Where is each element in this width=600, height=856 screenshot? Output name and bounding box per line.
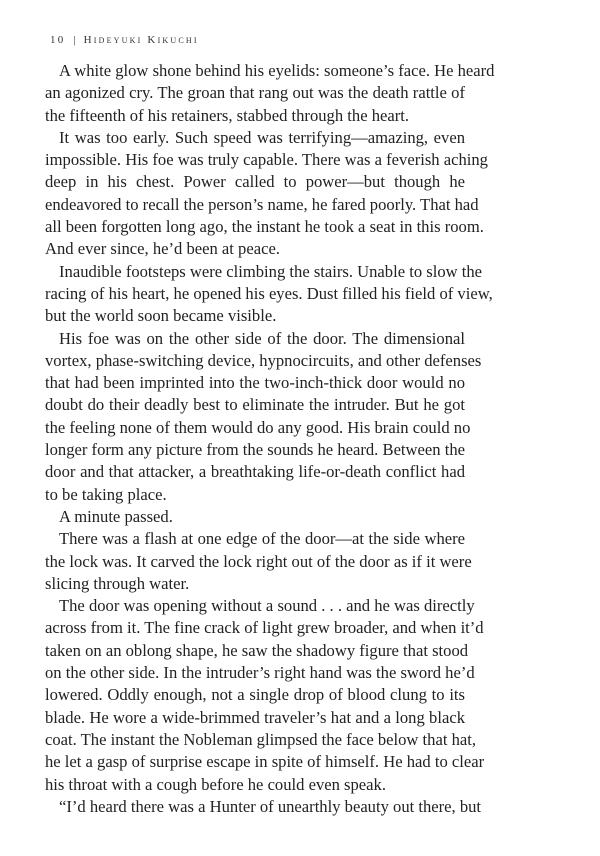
text-line: His foe was on the other side of the door. The dimensional <box>59 328 465 348</box>
text-line: Inaudible footsteps were climbing the stairs. Unable to slow the <box>59 261 483 281</box>
text-line: doubt do their deadly best to eliminate the intruder. But he got <box>45 395 465 415</box>
paragraph <box>45 60 495 127</box>
paragraph <box>45 528 472 595</box>
text-line: an agonized cry. The groan that rang out was the death rattle of <box>45 83 465 103</box>
text-line: It was too early. Such speed was terrifying—amazing, even <box>59 127 465 147</box>
text-line: on the other side. In the intruder’s right hand was the sword he’d <box>45 663 475 683</box>
text-line: across from it. The fine crack of light grew broader, and when it’d <box>45 618 484 638</box>
text-line: deep in his chest. Power called to power—but though he <box>45 172 465 192</box>
text-line: the fifteenth of his retainers, stabbed through the heart. <box>45 105 410 125</box>
text-line: blade. He wore a wide-brimmed traveler’s hat and a long black <box>45 707 465 727</box>
paragraph <box>45 328 482 506</box>
body-text <box>45 60 495 818</box>
text-line: lowered. Oddly enough, not a single drop of blood clung to its <box>45 685 465 705</box>
text-line: taken on an oblong shape, he saw the shadowy figure that stood <box>45 640 469 660</box>
running-head <box>50 34 199 46</box>
text-line: vortex, phase-switching device, hypnocircuits, and other defenses <box>45 350 482 370</box>
text-line: A minute passed. <box>59 506 173 526</box>
text-line: endeavored to recall the person’s name, he fared poorly. That had <box>45 194 479 214</box>
paragraph <box>45 796 482 818</box>
author-name: Hideyuki Kikuchi <box>83 34 199 46</box>
paragraph <box>45 261 493 328</box>
paragraph <box>45 506 465 528</box>
text-line: And ever since, he’d been at peace. <box>45 239 280 259</box>
text-line: impossible. His foe was truly capable. There was a feverish aching <box>45 150 488 170</box>
page-number: 10 <box>50 34 66 46</box>
text-line: longer form any picture from the sounds he heard. Between the <box>45 440 465 460</box>
text-line: he let a gasp of surprise escape in spite of himself. He had to clear <box>45 752 485 772</box>
text-line: the lock was. It carved the lock right out of the door as if it were <box>45 551 472 571</box>
text-line: the feeling none of them would do any good. His brain could no <box>45 417 471 437</box>
paragraph <box>45 595 485 796</box>
text-line: all been forgotten long ago, the instant he took a seat in this room. <box>45 217 484 237</box>
text-line: The door was opening without a sound . . . and he was directly <box>59 596 475 616</box>
text-line: that had been imprinted into the two-inch-thick door would no <box>45 373 465 393</box>
text-line: “I’d heard there was a Hunter of unearthly beauty out there, but <box>59 796 482 816</box>
paragraph <box>45 127 488 261</box>
text-line: to be taking place. <box>45 484 167 504</box>
text-line: A white glow shone behind his eyelids: someone’s face. He heard <box>59 61 495 80</box>
text-line: coat. The instant the Nobleman glimpsed the face below that hat, <box>45 729 476 749</box>
text-line: slicing through water. <box>45 573 190 593</box>
text-line: his throat with a cough before he could even speak. <box>45 774 386 794</box>
text-line: racing of his heart, he opened his eyes. Dust filled his field of view, <box>45 283 493 303</box>
header-separator: | <box>73 34 76 46</box>
text-line: door and that attacker, a breathtaking life-or-death conflict had <box>45 462 465 482</box>
text-line: There was a flash at one edge of the door—at the side where <box>59 529 465 549</box>
text-line: but the world soon became visible. <box>45 306 277 326</box>
